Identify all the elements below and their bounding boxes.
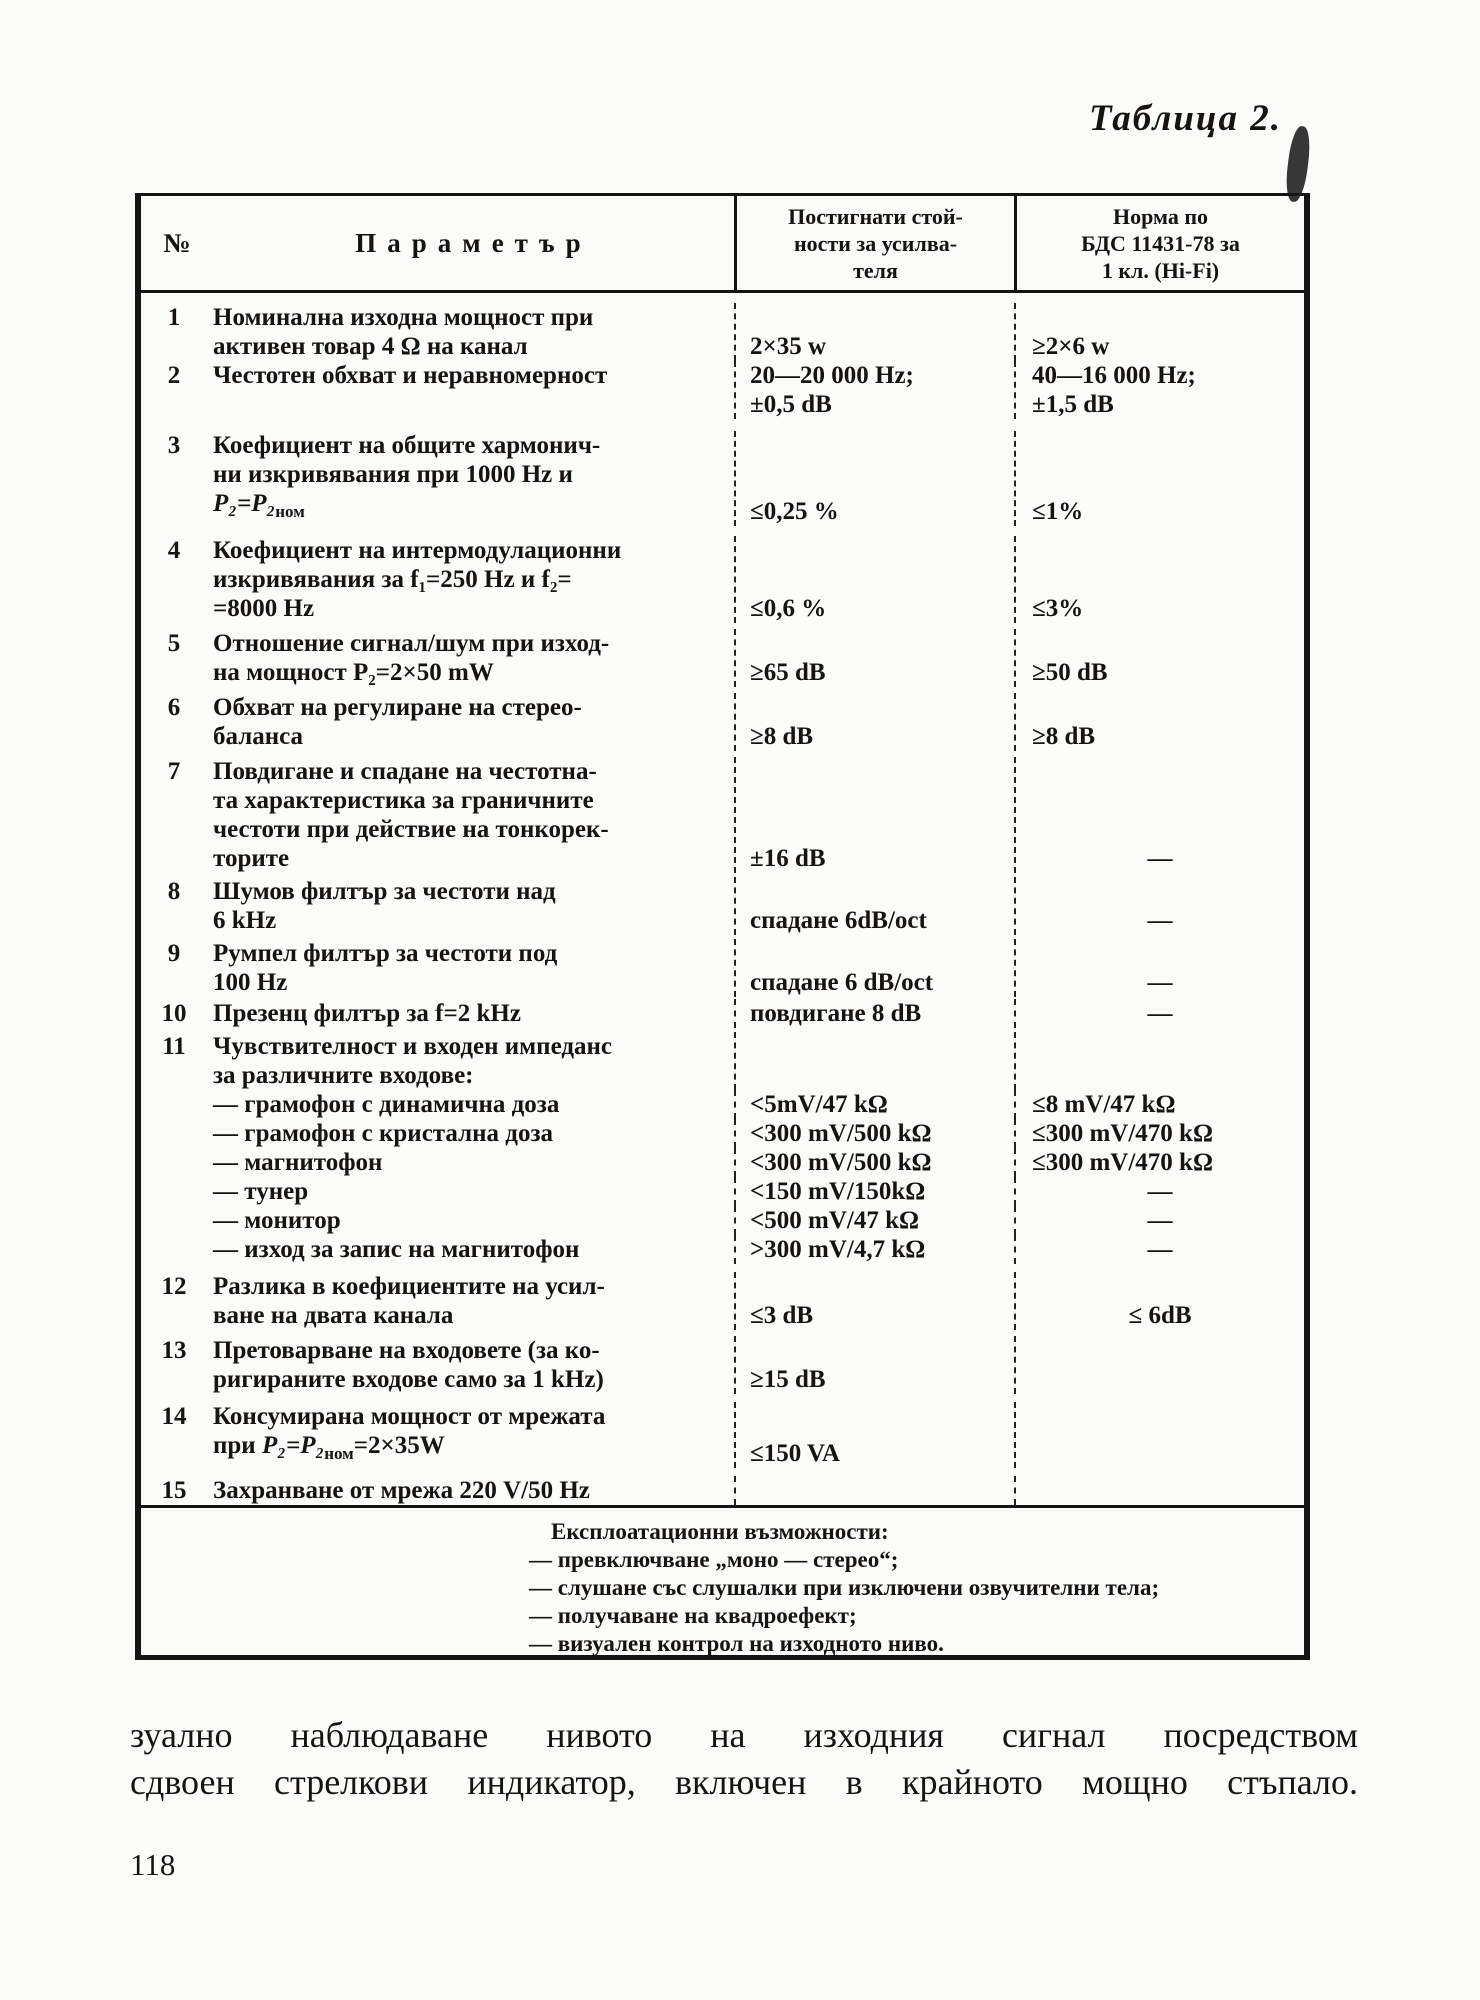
param-line: Номинална изходна мощност при bbox=[213, 304, 594, 331]
param-line: Румпел филтър за честоти под bbox=[213, 940, 558, 967]
param-formula: $P_2=P_2_{ном}$ bbox=[213, 490, 305, 521]
param-line: Презенц филтър за f=2 kHz bbox=[213, 1000, 521, 1027]
param-line: — грамофон с динамична доза bbox=[213, 1091, 560, 1118]
header-line: Постигнати стой- bbox=[788, 203, 963, 229]
row-achieved-value: спадане 6 dB/oct bbox=[734, 939, 1014, 997]
param-line: торите bbox=[213, 845, 290, 872]
row-parameter bbox=[213, 629, 734, 687]
row-achieved-value: спадане 6dB/oct bbox=[734, 877, 1014, 935]
row-achieved-value: <5mV/47 kΩ bbox=[734, 1090, 1014, 1119]
table-row bbox=[141, 1336, 1304, 1394]
col-achieved-header bbox=[734, 196, 1014, 290]
param-line: Коефициент на общите хармонич- bbox=[213, 432, 601, 459]
param-line: 6 kHz bbox=[213, 907, 277, 934]
param-line: та характеристика за граничните bbox=[213, 787, 594, 814]
row-number: 8 bbox=[167, 878, 181, 905]
param-line: =8000 Hz bbox=[213, 595, 315, 622]
row-norm-value: ≥2×6 w bbox=[1014, 303, 1304, 361]
param-line: Претоварване на входовете (за ко- bbox=[213, 1337, 600, 1364]
param-line bbox=[213, 390, 730, 419]
param-line: — монитор bbox=[213, 1207, 341, 1234]
param-line: активен товар 4 Ω на канал bbox=[213, 333, 528, 360]
row-achieved-value: ±16 dB bbox=[734, 757, 1014, 873]
row-parameter bbox=[213, 303, 734, 361]
row-number bbox=[141, 1090, 213, 1119]
table-row bbox=[141, 757, 1304, 873]
row-number bbox=[141, 1206, 213, 1235]
param-line: — магнитофон bbox=[213, 1149, 383, 1176]
row-achieved-value: ≤0,25 % bbox=[734, 431, 1014, 526]
table-row bbox=[141, 1032, 1304, 1090]
row-number: 6 bbox=[167, 694, 181, 721]
param-line: — изход за запис на магнитофон bbox=[213, 1236, 580, 1263]
param-line: Честотен обхват и неравномерност bbox=[213, 362, 608, 389]
row-parameter bbox=[213, 877, 734, 935]
param-line: ригираните входове само за 1 kHz) bbox=[213, 1366, 604, 1393]
table-row bbox=[141, 303, 1304, 361]
row-number: 10 bbox=[161, 1000, 187, 1027]
row-parameter bbox=[213, 1177, 734, 1206]
row-number: 1 bbox=[167, 304, 181, 331]
table-row bbox=[141, 431, 1304, 526]
row-number: 2 bbox=[167, 362, 181, 389]
row-norm-value: ≤3% bbox=[1014, 536, 1304, 623]
param-line: ване на двата канала bbox=[213, 1302, 454, 1329]
param-line: Разлика в коефициентите на усил- bbox=[213, 1273, 605, 1300]
row-achieved-value: ≥15 dB bbox=[734, 1336, 1014, 1394]
param-line: на мощност P₂=2×50 mW bbox=[213, 659, 494, 686]
table-row bbox=[141, 877, 1304, 935]
row-number: 9 bbox=[167, 940, 181, 967]
header-line: ности за усилва- bbox=[793, 230, 958, 256]
row-norm-value: — bbox=[1014, 1177, 1304, 1206]
row-achieved-value: ≤0,6 % bbox=[734, 536, 1014, 623]
row-norm-value: ≤300 mV/470 kΩ bbox=[1014, 1148, 1304, 1177]
row-norm-value: — bbox=[1014, 1235, 1304, 1264]
row-norm-value bbox=[1014, 1032, 1304, 1090]
param-line: Обхват на регулиране на стерео- bbox=[213, 694, 582, 721]
row-number: 7 bbox=[167, 758, 181, 785]
row-achieved-value: ≤3 dB bbox=[734, 1272, 1014, 1330]
param-line: Консумирана мощност от мрежата bbox=[213, 1403, 606, 1430]
row-achieved-value: 20—20 000 Hz; ±0,5 dB bbox=[734, 361, 1014, 419]
row-achieved-value bbox=[734, 1476, 1014, 1505]
row-achieved-value bbox=[734, 1032, 1014, 1090]
row-parameter bbox=[213, 693, 734, 751]
row-norm-value: — bbox=[1014, 939, 1304, 997]
row-norm-value: ≤ 6dB bbox=[1014, 1272, 1304, 1330]
row-number: 3 bbox=[167, 432, 181, 459]
header-line: 1 кл. (Hi-Fi) bbox=[1101, 257, 1220, 283]
table-row bbox=[141, 629, 1304, 687]
row-number: 5 bbox=[167, 630, 181, 657]
row-number bbox=[141, 1119, 213, 1148]
row-parameter bbox=[213, 1032, 734, 1090]
table-row bbox=[141, 536, 1304, 623]
table-row bbox=[141, 999, 1304, 1028]
row-number: 14 bbox=[161, 1403, 187, 1430]
row-parameter bbox=[213, 1402, 734, 1468]
param-line: честоти при действие на тонкорек- bbox=[213, 816, 609, 843]
parameters-table bbox=[135, 193, 1310, 1660]
param-line: изкривявания за f₁=250 Hz и f₂= bbox=[213, 566, 572, 593]
table-header bbox=[141, 196, 1304, 293]
row-parameter bbox=[213, 1090, 734, 1119]
row-parameter bbox=[213, 361, 734, 419]
page-number: 118 bbox=[130, 1847, 176, 1882]
table-row bbox=[141, 693, 1304, 751]
param-line: — тунер bbox=[213, 1178, 309, 1205]
row-number: 13 bbox=[161, 1337, 187, 1364]
table-row bbox=[141, 1148, 1304, 1177]
table-row bbox=[141, 361, 1304, 419]
col-norm-header bbox=[1014, 196, 1304, 290]
param-line: за различните входове: bbox=[213, 1062, 474, 1089]
body-paragraph bbox=[130, 1712, 1358, 1806]
table-row bbox=[141, 1476, 1304, 1505]
row-number bbox=[141, 1235, 213, 1264]
ops-item: — слушане със слушалки при изключени озвучителни тела; bbox=[529, 1575, 1160, 1600]
row-norm-value: — bbox=[1014, 999, 1304, 1028]
row-achieved-value: 2×35 w bbox=[734, 303, 1014, 361]
table-row bbox=[141, 939, 1304, 997]
row-number: 4 bbox=[167, 537, 181, 564]
param-line: 100 Hz bbox=[213, 969, 288, 996]
row-norm-value: ≥8 dB bbox=[1014, 693, 1304, 751]
row-norm-value: — bbox=[1014, 1206, 1304, 1235]
row-number: 11 bbox=[162, 1033, 186, 1060]
row-norm-value: — bbox=[1014, 877, 1304, 935]
ink-smudge bbox=[1283, 125, 1312, 203]
paragraph-line: сдвоен стрелкови индикатор, включен в крайното мощно стъпало. bbox=[130, 1762, 1358, 1802]
param-line: Отношение сигнал/шум при изход- bbox=[213, 630, 610, 657]
row-norm-value bbox=[1014, 1336, 1304, 1394]
param-line: Чувствителност и входен импеданс bbox=[213, 1033, 612, 1060]
header-line: БДС 11431-78 за bbox=[1081, 230, 1240, 256]
row-parameter bbox=[213, 536, 734, 623]
row-number bbox=[141, 1148, 213, 1177]
row-norm-value: 40—16 000 Hz; ±1,5 dB bbox=[1014, 361, 1304, 419]
col-number-header: № bbox=[163, 227, 191, 258]
document-title: Таблица 2. bbox=[1089, 98, 1282, 139]
operational-features bbox=[141, 1505, 1304, 1655]
param-formula: при $P_2=P_2_{ном}=2\times 35W$ bbox=[213, 1432, 445, 1463]
param-line: Захранване от мрежа 220 V/50 Hz bbox=[213, 1477, 590, 1504]
row-parameter bbox=[213, 939, 734, 997]
row-norm-value bbox=[1014, 1402, 1304, 1468]
row-achieved-value: ≥65 dB bbox=[734, 629, 1014, 687]
row-parameter bbox=[213, 1336, 734, 1394]
row-achieved-value: повдигане 8 dB bbox=[734, 999, 1014, 1028]
row-number: 15 bbox=[161, 1477, 187, 1504]
ops-item: — получаване на квадроефект; bbox=[529, 1603, 857, 1628]
param-line: Коефициент на интермодулационни bbox=[213, 537, 622, 564]
row-parameter bbox=[213, 1272, 734, 1330]
row-parameter bbox=[213, 1206, 734, 1235]
row-parameter bbox=[213, 1119, 734, 1148]
ops-item: — превключване „моно — стерео“; bbox=[529, 1547, 899, 1572]
param-line: Повдигане и спадане на честотна- bbox=[213, 758, 597, 785]
table-row bbox=[141, 1272, 1304, 1330]
row-parameter bbox=[213, 431, 734, 526]
row-parameter bbox=[213, 1148, 734, 1177]
param-line: баланса bbox=[213, 723, 304, 750]
row-parameter bbox=[213, 757, 734, 873]
table-row bbox=[141, 1235, 1304, 1264]
row-parameter bbox=[213, 1235, 734, 1264]
row-parameter bbox=[213, 999, 734, 1028]
table-body bbox=[141, 293, 1304, 1505]
row-achieved-value: <500 mV/47 kΩ bbox=[734, 1206, 1014, 1235]
row-achieved-value: ≤150 VA bbox=[734, 1402, 1014, 1468]
table-row bbox=[141, 1177, 1304, 1206]
row-norm-value: ≤8 mV/47 kΩ bbox=[1014, 1090, 1304, 1119]
table-row bbox=[141, 1119, 1304, 1148]
param-line: ни изкривявания при 1000 Hz и bbox=[213, 461, 573, 488]
header-line: Норма по bbox=[1112, 203, 1209, 229]
ops-item: — визуален контрол на изходното ниво. bbox=[529, 1631, 944, 1656]
param-line: Шумов филтър за честоти над bbox=[213, 878, 556, 905]
ops-title: Експлоатационни възможности: bbox=[551, 1519, 889, 1544]
row-achieved-value: <300 mV/500 kΩ bbox=[734, 1119, 1014, 1148]
paragraph-line: зуално наблюдаване нивото на изходния сигнал посредством bbox=[130, 1715, 1358, 1755]
row-norm-value: — bbox=[1014, 757, 1304, 873]
row-achieved-value: ≥8 dB bbox=[734, 693, 1014, 751]
row-achieved-value: <150 mV/150kΩ bbox=[734, 1177, 1014, 1206]
col-parameter-header: Параметър bbox=[355, 227, 592, 258]
table-row bbox=[141, 1090, 1304, 1119]
header-line: теля bbox=[853, 257, 898, 283]
row-norm-value: ≤300 mV/470 kΩ bbox=[1014, 1119, 1304, 1148]
row-norm-value: ≤1% bbox=[1014, 431, 1304, 526]
row-number bbox=[141, 1177, 213, 1206]
row-norm-value bbox=[1014, 1476, 1304, 1505]
row-norm-value: ≥50 dB bbox=[1014, 629, 1304, 687]
table-row bbox=[141, 1402, 1304, 1468]
row-number: 12 bbox=[161, 1273, 187, 1300]
table-row bbox=[141, 1206, 1304, 1235]
row-parameter bbox=[213, 1476, 734, 1505]
row-achieved-value: <300 mV/500 kΩ bbox=[734, 1148, 1014, 1177]
row-achieved-value: >300 mV/4,7 kΩ bbox=[734, 1235, 1014, 1264]
param-line: — грамофон с кристална доза bbox=[213, 1120, 553, 1147]
